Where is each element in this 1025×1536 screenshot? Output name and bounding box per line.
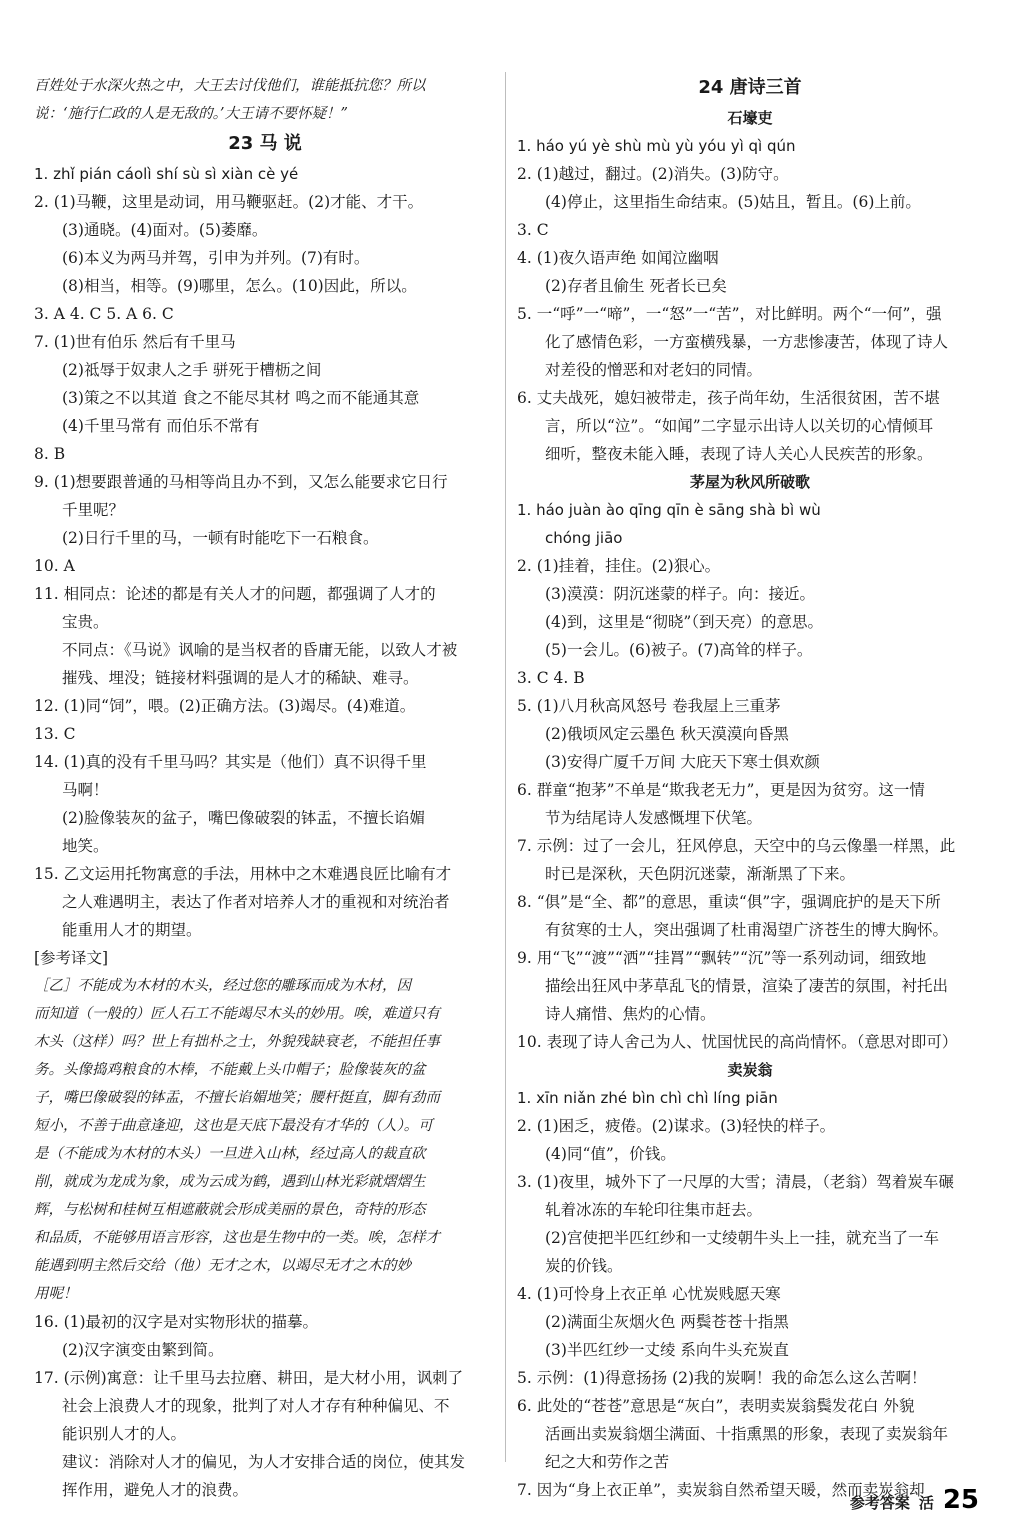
answer-line: 5. 示例：(1)得意扬扬 (2)我的炭啊！我的命怎么这么苦啊！ — [517, 1369, 927, 1387]
answer-line: 能重用人才的期望。 — [62, 921, 202, 939]
answer-line: 能识别人才的人。 — [62, 1425, 187, 1443]
answer-line: 社会上浪费人才的现象，批判了对人才存有种种偏见、不 — [62, 1397, 450, 1415]
answer-line: 纪之大和劳作之苦 — [545, 1453, 670, 1471]
answer-line: (4)到，这里是“彻晓”（到天亮）的意思。 — [545, 613, 824, 631]
pinyin-line: 1. háo yú yè shù mù yù yóu yì qì qún — [517, 137, 796, 155]
translation-line: 是（不能成为木材的木头）一旦进入山林，经过高人的裁直砍 — [34, 1146, 426, 1162]
answer-line: 描绘出狂风中茅草乱飞的情景，渲染了凄苦的氛围，衬托出 — [545, 977, 949, 995]
answer-line: (6)本义为两马并驾，引申为并列。(7)有时。 — [62, 249, 370, 267]
answer-line: 炭的价钱。 — [545, 1257, 623, 1275]
poem-title: 卖炭翁 — [727, 1061, 773, 1079]
answer-line: 10. A — [34, 557, 75, 575]
answer-line: 4. (1)夜久语声绝 如闻泣幽咽 — [517, 249, 719, 267]
answer-line: 13. C — [34, 725, 76, 743]
answer-line: 3. A 4. C 5. A 6. C — [34, 305, 174, 323]
translation-line: 说：‘施行仁政的人是无敌的。’大王请不要怀疑！” — [34, 106, 348, 122]
answer-line: 8. B — [34, 445, 66, 463]
answer-line: (8)相当，相等。(9)哪里，怎么。(10)因此，所以。 — [62, 277, 417, 295]
answer-line: 6. 群童“抱茅”不单是“欺我老无力”，更是因为贫穷。这一情 — [517, 781, 925, 799]
answer-line: 8. “俱”是“全、都”的意思，重读“俱”字，强调庇护的是天下所 — [517, 893, 941, 911]
translation-line: 子，嘴巴像破裂的钵盂，不擅长谄媚地笑；腰杆挺直，脚有劲而 — [34, 1090, 440, 1106]
answer-line: 16. (1)最初的汉字是对实物形状的描摹。 — [34, 1313, 319, 1331]
answer-line: (2)宫使把半匹红纱和一丈绫朝牛头上一挂，就充当了一车 — [545, 1229, 939, 1247]
answer-line: 千里呢？ — [62, 501, 125, 519]
column-divider — [505, 72, 506, 1462]
answer-line: (2)脸像装灰的盆子，嘴巴像破裂的钵盂，不擅长谄媚 — [62, 809, 425, 827]
answer-line: 15. 乙文运用托物寓意的手法，用林中之木难遇良匠比喻有才 — [34, 865, 452, 883]
section-title: 23 马 说 — [228, 133, 302, 154]
answer-line: (2)满面尘灰烟火色 两鬓苍苍十指黑 — [545, 1313, 789, 1331]
answer-line: 3. C 4. B — [517, 669, 585, 687]
translation-line: 木头（这样）吗？世上有拙朴之士，外貌残缺衰老，不能担任事 — [34, 1034, 440, 1050]
translation-line: 用呢！ — [34, 1286, 78, 1302]
poem-title: 石壕吏 — [727, 109, 773, 127]
answer-line: 对差役的憎恶和对老妇的同情。 — [545, 361, 763, 379]
translation-line: 削，就成为龙成为象，成为云成为鹤，遇到山林光彩就熠熠生 — [34, 1174, 426, 1190]
answer-line: 6. 丈夫战死，媳妇被带走，孩子尚年幼，生活很贫困，苦不堪 — [517, 389, 940, 407]
answer-line: (4)停止，这里指生命结束。(5)姑且，暂且。(6)上前。 — [545, 193, 921, 211]
answer-line: 马啊！ — [62, 781, 109, 799]
answer-line: (3)半匹红纱一丈绫 系向牛头充炭直 — [545, 1341, 789, 1359]
answer-line: 9. (1)想要跟普通的马相等尚且办不到，又怎么能要求它日行 — [34, 473, 448, 491]
translation-line: 百姓处于水深火热之中，大王去讨伐他们，谁能抵抗您？所以 — [34, 78, 426, 94]
translation-line: 辉，与松树和桂树互相遮蔽就会形成美丽的景色，奇特的形态 — [34, 1202, 426, 1218]
answer-line: 2. (1)挂着，挂住。(2)狠心。 — [517, 557, 721, 575]
answer-line: 9. 用“飞”“渡”“洒”“挂罥”“飘转”“沉”等一系列动词，细致地 — [517, 949, 927, 967]
poem-title: 茅屋为秋风所破歌 — [689, 473, 810, 491]
page-number: 25 — [942, 1485, 979, 1515]
left-column — [34, 72, 496, 1504]
answer-line: (3)策之不以其道 食之不能尽其材 鸣之而不能通其意 — [62, 389, 420, 407]
answer-line: 不同点：《马说》讽喻的是当权者的昏庸无能，以致人才被 — [62, 641, 458, 659]
answer-line: 7. 示例：过了一会儿，狂风停息，天空中的乌云像墨一样黑，此 — [517, 837, 956, 855]
pinyin-line: 1. zhǐ pián cáolì shí sù sì xiàn cè yé — [34, 165, 299, 183]
answer-line: 3. C — [517, 221, 549, 239]
answer-line: 挥作用，避免人才的浪费。 — [62, 1481, 249, 1499]
answer-line: (2)存者且偷生 死者长已矣 — [545, 277, 727, 295]
answer-line: 活画出卖炭翁烟尘满面、十指熏黑的形象，表现了卖炭翁年 — [545, 1425, 949, 1443]
answer-line: 细听，整夜未能入睡，表现了诗人关心人民疾苦的形象。 — [545, 445, 933, 463]
answer-line: (4)同“值”，价钱。 — [545, 1145, 676, 1163]
footer-glyph: 活 — [918, 1494, 934, 1512]
section-title: 24 唐诗三首 — [698, 77, 802, 98]
answer-line: 言，所以“泣”。“如闻”二字显示出诗人以关切的心情倾耳 — [545, 417, 934, 435]
answer-line: 11. 相同点：论述的都是有关人才的问题，都强调了人才的 — [34, 585, 436, 603]
answer-line: (4)千里马常有 而伯乐不常有 — [62, 417, 260, 435]
answer-line: (2)汉字演变由繁到简。 — [62, 1341, 224, 1359]
answer-line: 化了感情色彩，一方蛮横残暴，一方悲惨凄苦，体现了诗人 — [545, 333, 949, 351]
answer-line: (2)俄顷风定云墨色 秋天漠漠向昏黑 — [545, 725, 789, 743]
answer-line: 5. (1)八月秋高风怒号 卷我屋上三重茅 — [517, 697, 781, 715]
answer-line: 17. (示例)寓意：让千里马去拉磨、耕田，是大材小用，讽刺了 — [34, 1369, 464, 1387]
translation-line: 而知道（一般的）匠人石工不能竭尽木头的妙用。唉，难道只有 — [34, 1006, 440, 1022]
answer-line: (2)祗辱于奴隶人之手 骈死于槽枥之间 — [62, 361, 322, 379]
right-column — [517, 72, 983, 1504]
answer-line: 节为结尾诗人发感慨埋下伏笔。 — [545, 809, 763, 827]
page-footer — [850, 1484, 979, 1516]
answer-line: 之人难遇明主，表达了作者对培养人才的重视和对统治者 — [62, 893, 450, 911]
answer-line: 时已是深秋，天色阴沉迷蒙，渐渐黑了下来。 — [545, 865, 856, 883]
translation-line: 短小，不善于曲意逢迎，这也是天底下最没有才华的（人）。可 — [34, 1118, 433, 1134]
translation-line: 能遇到明主然后交给（他）无才之木，以竭尽无才之木的妙 — [34, 1258, 411, 1274]
answer-line: 诗人痛惜、焦灼的心情。 — [545, 1005, 716, 1023]
answer-line: 2. (1)越过，翻过。(2)消失。(3)防守。 — [517, 165, 789, 183]
answer-line: 2. (1)马鞭，这里是动词，用马鞭驱赶。(2)才能、才干。 — [34, 193, 424, 211]
answer-line: 轧着冰冻的车轮印往集市赶去。 — [545, 1201, 763, 1219]
answer-line: 6. 此处的“苍苍”意思是“灰白”，表明卖炭翁鬓发花白 外貌 — [517, 1397, 915, 1415]
answer-line: 宝贵。 — [62, 613, 109, 631]
answer-line: (5)一会儿。(6)被子。(7)高耸的样子。 — [545, 641, 813, 659]
answer-line: (3)安得广厦千万间 大庇天下寒士俱欢颜 — [545, 753, 820, 771]
answer-line: (3)通晓。(4)面对。(5)萎靡。 — [62, 221, 268, 239]
answer-line: 12. (1)同“饲”，喂。(2)正确方法。(3)竭尽。(4)难道。 — [34, 697, 416, 715]
translation-line: 务。头像捣鸡粮食的木棒，不能戴上头巾帽子；脸像装灰的盆 — [34, 1062, 426, 1078]
translation-line: ［乙］不能成为木材的木头，经过您的雕琢而成为木材，因 — [34, 978, 411, 994]
answer-line: 建议：消除对人才的偏见，为人才安排合适的岗位，使其发 — [62, 1453, 466, 1471]
answer-line: [参考译文] — [34, 949, 109, 967]
answer-line: 2. (1)困乏，疲倦。(2)谋求。(3)轻快的样子。 — [517, 1117, 836, 1135]
answer-line: 有贫寒的士人，突出强调了杜甫渴望广济苍生的博大胸怀。 — [545, 921, 949, 939]
answer-line: 14. (1)真的没有千里马吗？其实是（他们）真不识得千里 — [34, 753, 427, 771]
answer-line: 10. 表现了诗人舍己为人、忧国忧民的高尚情怀。（意思对即可） — [517, 1033, 958, 1051]
answer-line: 5. 一“呼”一“啼”，一“怒”一“苦”，对比鲜明。两个“一何”，强 — [517, 305, 942, 323]
answer-line: (2)日行千里的马，一顿有时能吃下一石粮食。 — [62, 529, 379, 547]
answer-line: 3. (1)夜里，城外下了一尺厚的大雪；清晨，（老翁）驾着炭车碾 — [517, 1173, 954, 1191]
pinyin-line: 1. xīn niǎn zhé bìn chì chì líng piān — [517, 1089, 778, 1107]
pinyin-line: 1. háo juàn ào qīng qīn è sāng shà bì wù — [517, 501, 821, 519]
pinyin-line: chóng jiāo — [545, 529, 623, 547]
answer-line: 摧残、埋没；链接材料强调的是人才的稀缺、难寻。 — [62, 669, 419, 687]
answer-line: 7. 因为“身上衣正单”，卖炭翁自然希望天暖，然而卖炭翁却 — [517, 1481, 925, 1499]
footer-label: 参考答案 — [849, 1494, 910, 1512]
answer-line: 7. (1)世有伯乐 然后有千里马 — [34, 333, 236, 351]
answer-line: 地笑。 — [62, 837, 109, 855]
answer-line: 4. (1)可怜身上衣正单 心忧炭贱愿天寒 — [517, 1285, 781, 1303]
answer-line: (3)漠漠：阴沉迷蒙的样子。向：接近。 — [545, 585, 815, 603]
translation-line: 和品质，不能够用语言形容，这也是生物中的一类。唉，怎样才 — [34, 1230, 440, 1246]
